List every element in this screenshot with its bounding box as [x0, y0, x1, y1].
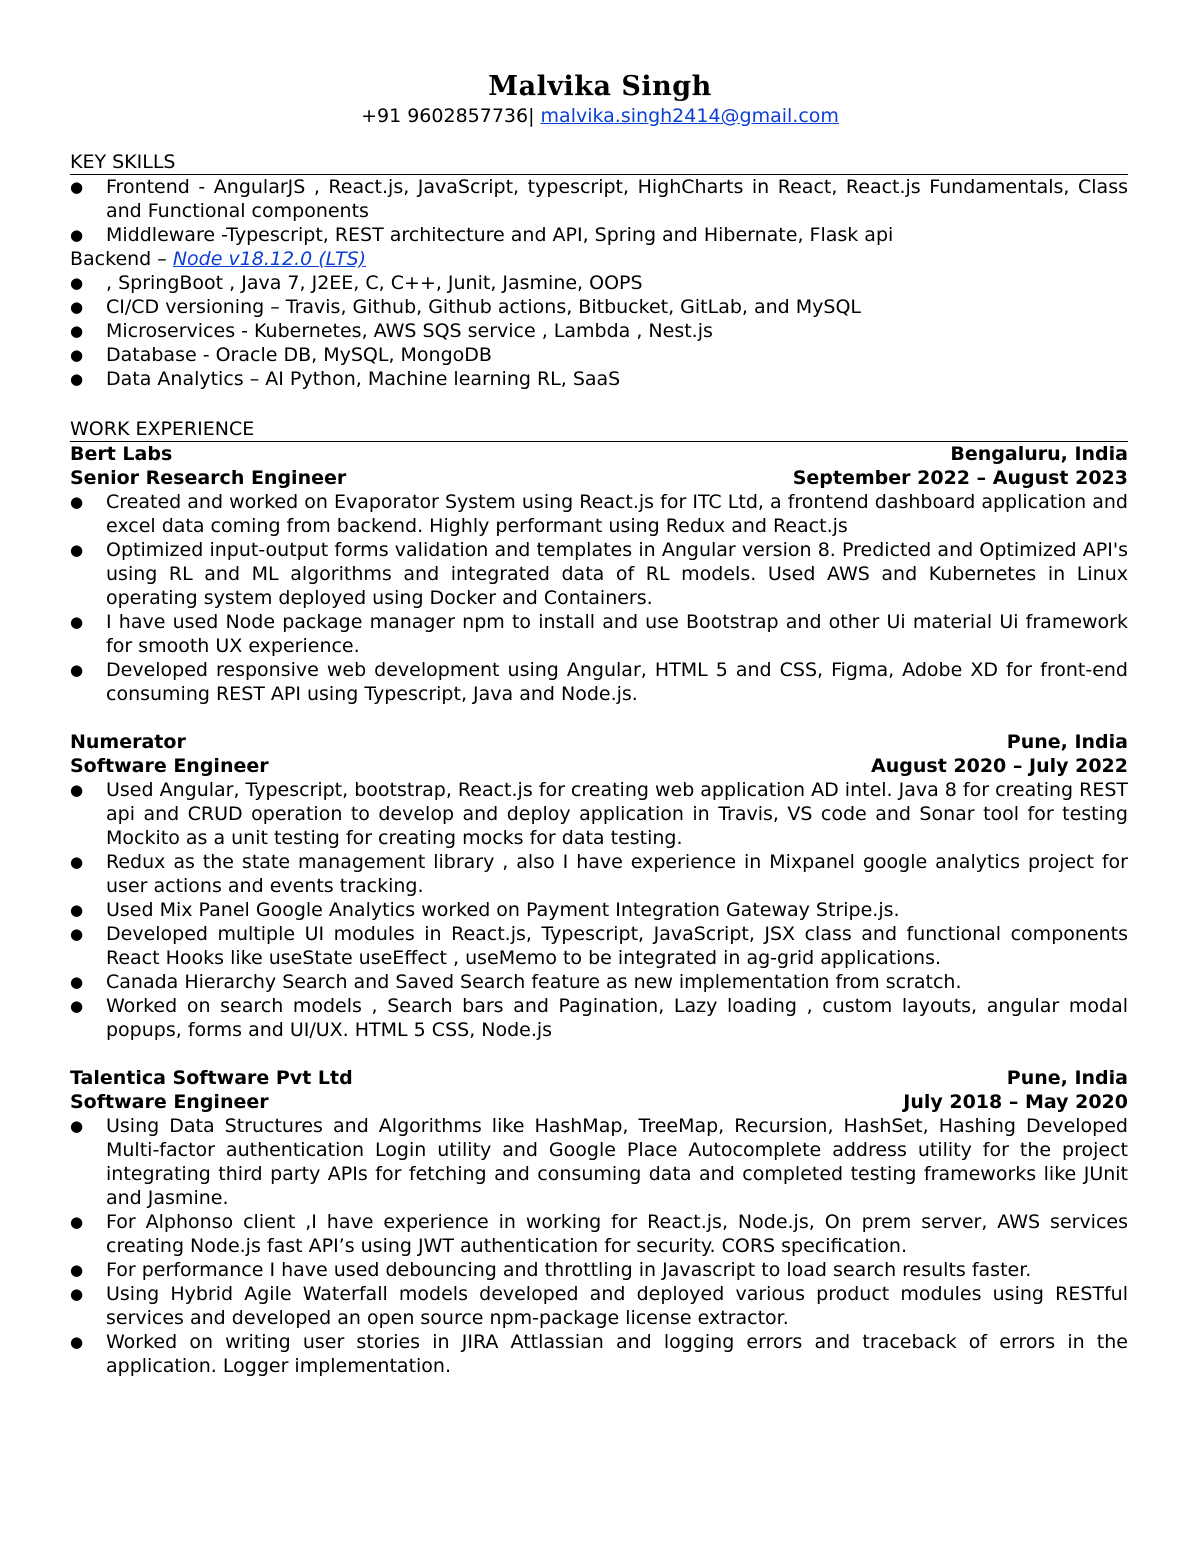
skill-item: ● Middleware -Typescript, REST architecture and API, Spring and Hibernate, Flask api — [70, 224, 894, 246]
job-bullet: ● Used Mix Panel Google Analytics worked on Payment Integration Gateway Stripe.js. — [70, 899, 900, 921]
bullet-icon: ● — [70, 1333, 84, 1351]
job-entry — [70, 442, 1128, 706]
job-bullet: ● Redux as the state management library , also I have experience in Mixpanel google analytics project for user actions and events tracking. — [70, 851, 1128, 897]
skill-item: ● , SpringBoot , Java 7, J2EE, C, C++, Junit, Jasmine, OOPS — [70, 272, 643, 294]
bullet-icon: ● — [70, 661, 84, 679]
job-bullet: ● Used Angular, Typescript, bootstrap, React.js for creating web application AD intel. Java 8 for creating REST api and CRUD operation to develop and deploy application in Travis, VS code and Sonar tool for testing Mockito as a unit testing for creating mocks for data testing. — [70, 779, 1129, 849]
key-skills-heading: KEY SKILLS — [70, 148, 1128, 175]
contact-line — [0, 104, 1200, 128]
candidate-name: Malvika Singh — [488, 71, 712, 102]
backend-line — [70, 247, 1128, 271]
job-bullet: ● Worked on writing user stories in JIRA Attlassian and logging errors and traceback of errors in the application. Logger implementation. — [70, 1331, 1128, 1377]
job-location: Pune, India — [1006, 1067, 1128, 1089]
bullet-icon: ● — [70, 997, 84, 1015]
job-bullet: ● I have used Node package manager npm to install and use Bootstrap and other Ui material Ui framework for smooth UX experience. — [70, 611, 1128, 657]
bullet-icon: ● — [70, 346, 84, 364]
bullet-icon: ● — [70, 1117, 84, 1135]
bullet-icon: ● — [70, 973, 84, 991]
job-bullets — [70, 778, 1128, 1042]
job-dates: July 2018 – May 2020 — [903, 1091, 1128, 1113]
job-role: Software Engineer — [70, 1091, 269, 1113]
job-bullets — [70, 490, 1128, 706]
skill-item: ● Data Analytics – AI Python, Machine learning RL, SaaS — [70, 368, 621, 390]
resume-content — [70, 148, 1128, 1378]
job-bullet: ● For Alphonso client ,I have experience in working for React.js, Node.js, On prem server, AWS services creating Node.js fast API’s using JWT authentication for security. CORS specification. — [70, 1211, 1128, 1257]
bullet-icon: ● — [70, 1261, 84, 1279]
job-bullet: ● Developed multiple UI modules in React.js, Typescript, JavaScript, JSX class and functional components React Hooks like useState useEffect , useMemo to be integrated in ag-grid applications. — [70, 923, 1128, 969]
job-role: Software Engineer — [70, 755, 269, 777]
job-bullet: ● Worked on search models , Search bars and Pagination, Lazy loading , custom layouts, angular modal popups, forms and UI/UX. HTML 5 CSS, Node.js — [70, 995, 1128, 1041]
node-version-link[interactable]: Node v18.12.0 (LTS) — [172, 248, 367, 270]
skills-list-b — [70, 271, 1128, 391]
job-dates: September 2022 – August 2023 — [792, 467, 1128, 489]
job-location: Bengaluru, India — [950, 443, 1128, 465]
job-bullet: ● Using Hybrid Agile Waterfall models developed and deployed various product modules using RESTful services and developed an open source npm-package license extractor. — [70, 1283, 1128, 1329]
job-bullets — [70, 1114, 1128, 1378]
company-name: Numerator — [70, 731, 186, 753]
bullet-icon: ● — [70, 226, 84, 244]
bullet-icon: ● — [70, 493, 84, 511]
skills-list-a — [70, 175, 1128, 247]
bullet-icon: ● — [70, 370, 84, 388]
job-dates: August 2020 – July 2022 — [871, 755, 1128, 777]
bullet-icon: ● — [70, 541, 84, 559]
job-bullet: ● Created and worked on Evaporator System using React.js for ITC Ltd, a frontend dashboard application and excel data coming from backend. Highly performant using Redux and React.js — [70, 491, 1128, 537]
job-role: Senior Research Engineer — [70, 467, 347, 489]
company-name: Bert Labs — [70, 443, 173, 465]
job-location: Pune, India — [1006, 731, 1128, 753]
skill-item: ● Microservices - Kubernetes, AWS SQS service , Lambda , Nest.js — [70, 320, 713, 342]
company-name: Talentica Software Pvt Ltd — [70, 1067, 353, 1089]
bullet-icon: ● — [70, 613, 84, 631]
skill-item: ● CI/CD versioning – Travis, Github, Github actions, Bitbucket, GitLab, and MySQL — [70, 296, 861, 318]
bullet-icon: ● — [70, 925, 84, 943]
job-entry — [70, 730, 1128, 1042]
backend-label: Backend – — [70, 248, 173, 270]
email-link[interactable]: malvika.singh2414@gmail.com — [540, 105, 839, 127]
bullet-icon: ● — [70, 1213, 84, 1231]
work-experience-heading: WORK EXPERIENCE — [70, 415, 1128, 442]
phone-number: +91 9602857736| — [361, 105, 535, 127]
job-bullet: ● Optimized input-output forms validation and templates in Angular version 8. Predicted and Optimized API's using RL and ML algorithms and integrated data of RL models. Used AWS and Kubernetes in Linux operating system deployed using Docker and Containers. — [70, 539, 1128, 609]
job-entry — [70, 1066, 1128, 1378]
bullet-icon: ● — [70, 781, 84, 799]
bullet-icon: ● — [70, 322, 84, 340]
bullet-icon: ● — [70, 178, 84, 196]
job-bullet: ● For performance I have used debouncing and throttling in Javascript to load search results faster. — [70, 1259, 1032, 1281]
bullet-icon: ● — [70, 1285, 84, 1303]
bullet-icon: ● — [70, 853, 84, 871]
skill-item: ● Database - Oracle DB, MySQL, MongoDB — [70, 344, 492, 366]
skill-item: ● Frontend - AngularJS , React.js, JavaScript, typescript, HighCharts in React, React.js Fundamentals, Class and Functional components — [70, 176, 1128, 222]
job-bullet: ● Using Data Structures and Algorithms like HashMap, TreeMap, Recursion, HashSet, Hashing Developed Multi-factor authentication Login utility and Google Place Autocomplete address utility for the project integrating third party APIs for fetching and consuming data and completed testing frameworks like JUnit and Jasmine. — [70, 1115, 1128, 1209]
bullet-icon: ● — [70, 901, 84, 919]
bullet-icon: ● — [70, 298, 84, 316]
job-bullet: ● Developed responsive web development using Angular, HTML 5 and CSS, Figma, Adobe XD for front-end consuming REST API using Typescript, Java and Node.js. — [70, 659, 1128, 705]
bullet-icon: ● — [70, 274, 84, 292]
job-bullet: ● Canada Hierarchy Search and Saved Search feature as new implementation from scratch. — [70, 971, 962, 993]
resume-header — [0, 70, 1200, 128]
